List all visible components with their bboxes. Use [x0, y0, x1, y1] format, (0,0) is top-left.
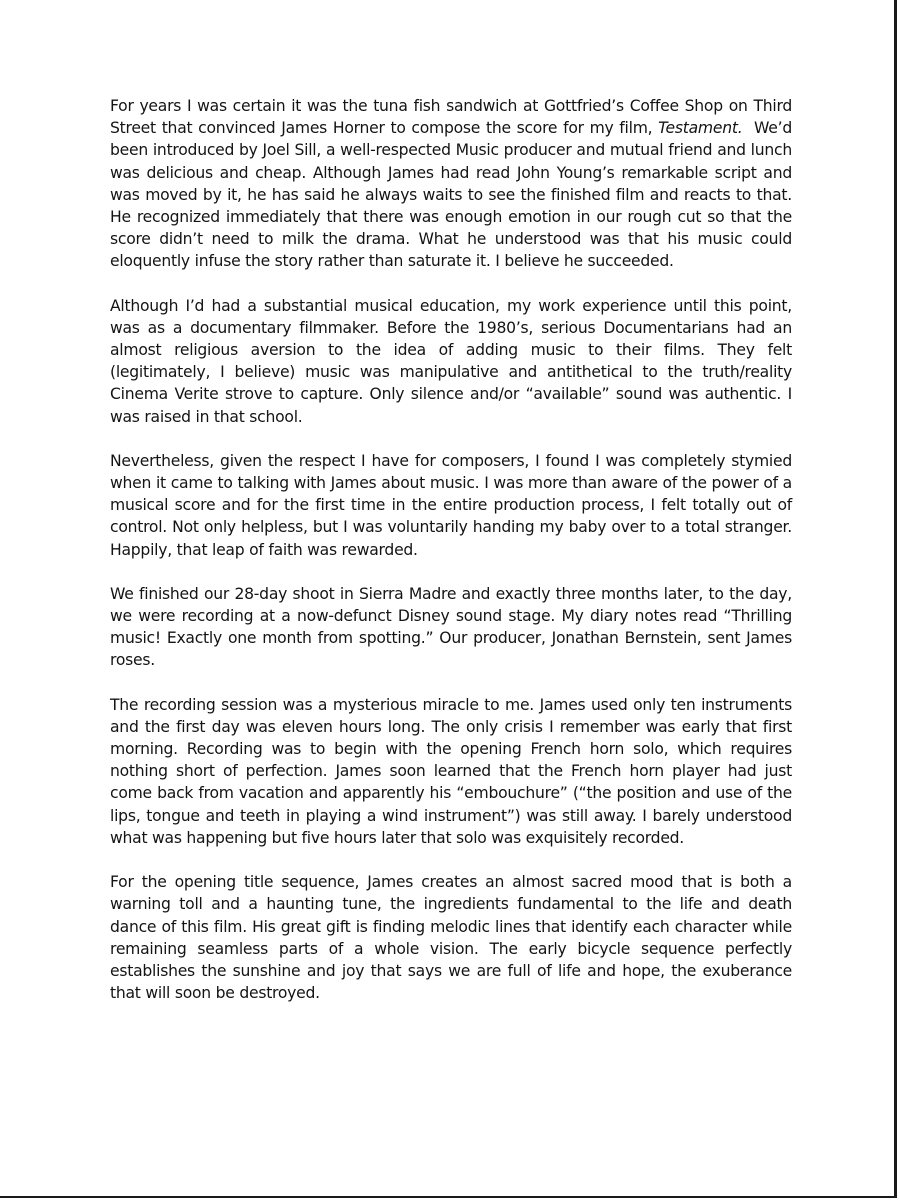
paragraph-1 — [110, 95, 797, 273]
paragraph-2: Although I’d had a substantial musical education, my work experience until this point, was as a documentary filmmaker. Before the 1980’s, serious Documentarians had an almost religious aversion to the idea of adding music to their films. They felt (legitimately, I believe) music was manipulative and antithetical to the truth/reality Cinema Verite strove to capture. Only silence and/or “available” sound was authentic. I was raised in that school. — [110, 296, 792, 426]
paragraph-5: The recording session was a mysterious miracle to me. James used only ten instruments and the first day was eleven hours long. The only crisis I remember was early that first morning. Recording was to begin with the opening French horn solo, which requires nothing short of perfection. James soon learned that the French horn player had just come back from vacation and apparently his “embouchure” (“the position and use of the lips, tongue and teeth in playing a wind instrument”) was still away. I barely understood what was happening but five hours later that solo was exquisitely recorded. — [110, 695, 792, 847]
paragraph-1-text: For years I was certain it was the tuna fish sandwich at Gottfried’s Coffee Shop on Third Street that convinced James Horner to compose the score for my film, — [110, 97, 792, 138]
document-body — [110, 95, 797, 1004]
paragraph-4: We finished our 28-day shoot in Sierra Madre and exactly three months later, to the day, we were recording at a now-defunct Disney sound stage. My diary notes read “Thrilling music! Exactly one month from spotting.” Our producer, Jonathan Bernstein, sent James roses. — [110, 584, 792, 670]
paragraph-6: For the opening title sequence, James creates an almost sacred mood that is both a warning toll and a haunting tune, the ingredients fundamental to the life and death dance of this film. His great gift is finding melodic lines that identify each character while remaining seamless parts of a whole vision. The early bicycle sequence perfectly establishes the sunshine and joy that says we are full of life and hope, the exuberance that will soon be destroyed. — [110, 873, 792, 1003]
film-title-italic: Testament. — [658, 119, 743, 138]
paragraph-3: Nevertheless, given the respect I have for composers, I found I was completely stymied when it came to talking with James about music. I was more than aware of the power of a musical score and for the first time in the entire production process, I felt totally out of control. Not only helpless, but I was voluntarily handing my baby over to a total stranger. Happily, that leap of faith was rewarded. — [110, 451, 792, 559]
paragraph-1-text-continued: We’d been introduced by Joel Sill, a well-respected Music producer and mutual friend and lunch was delicious and cheap. Although James had read John Young’s remarkable script and was moved by it, he has said he always waits to see the finished film and reacts to that. He recognized immediately that there was enough emotion in our rough cut so that the score didn’t need to milk the drama. What he understood was that his music could eloquently infuse the story rather than saturate it. I believe he succeeded. — [110, 119, 797, 271]
